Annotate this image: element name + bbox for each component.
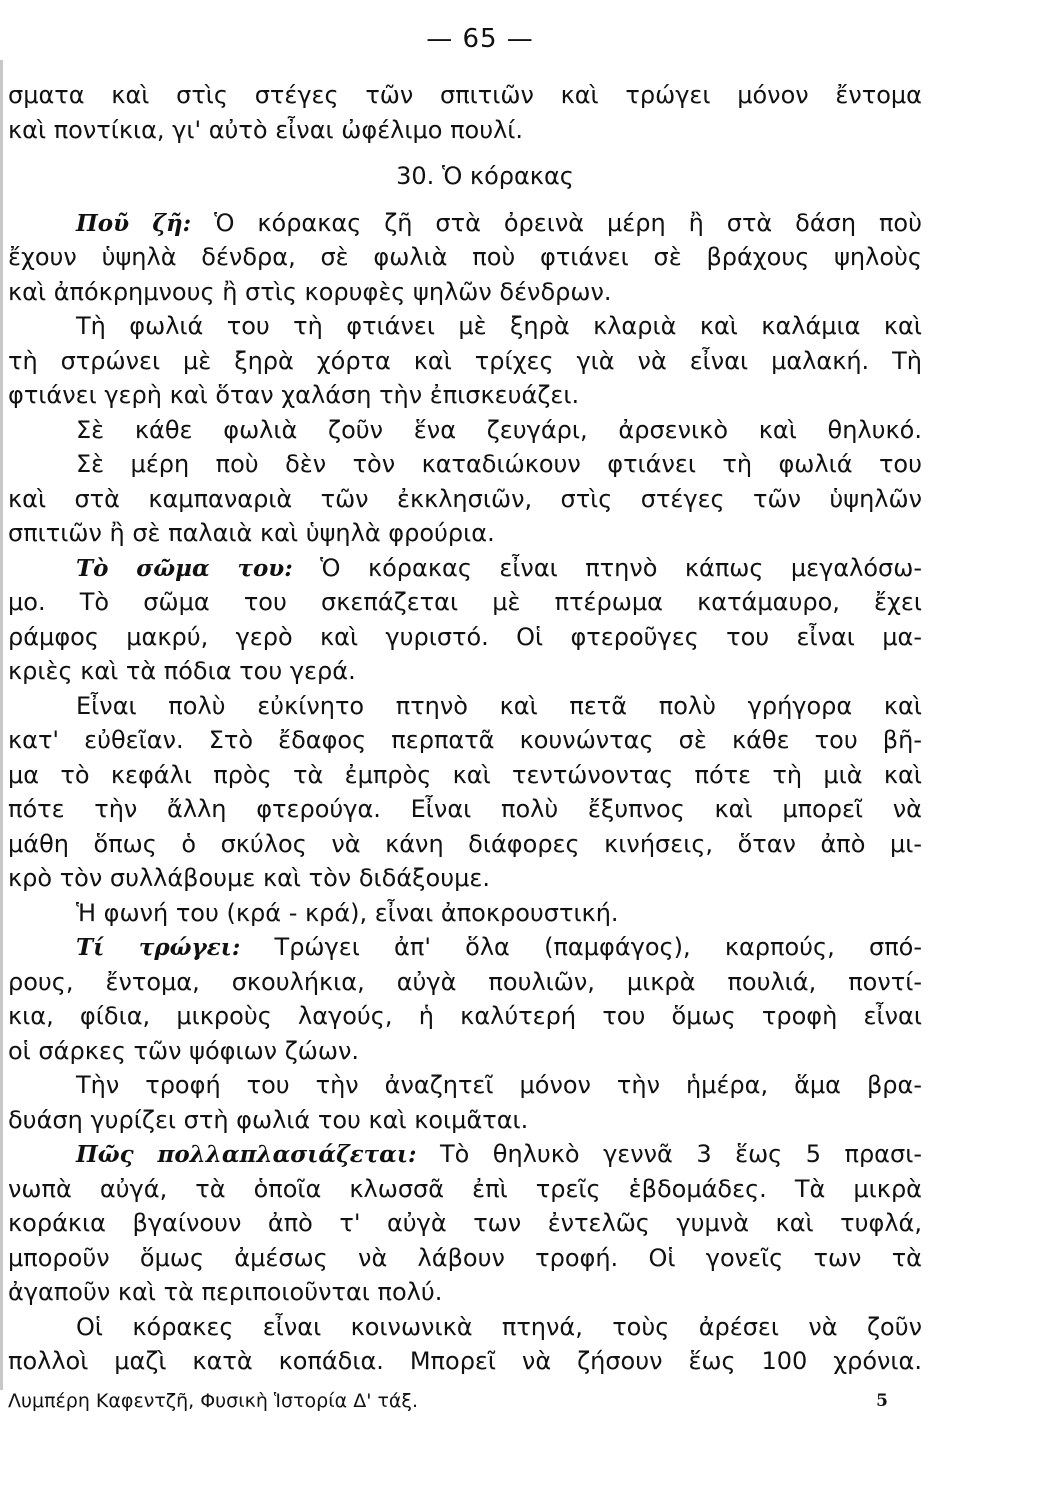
text-line	[8, 723, 922, 758]
line-text: Εἶναι πολὺ εὐκίνητο πτηνὸ καὶ πετᾶ πολὺ γρήγορα καὶ	[76, 691, 922, 720]
text-line	[8, 999, 922, 1034]
text-line	[8, 654, 922, 689]
line-text: Ἡ φωνή του (κρά - κρά), εἶναι ἀποκρουστική.	[76, 898, 619, 927]
line-text: σματα καὶ στὶς στέγες τῶν σπιτιῶν καὶ τρώγει μόνον ἔντομα	[8, 81, 922, 109]
line-text: Τρώγει ἀπ' ὅλα (παμφάγος), καρπούς, σπό-	[240, 933, 922, 961]
line-text: ἔχουν ὑψηλὰ δένδρα, σὲ φωλιὰ ποὺ φτιάνει σὲ βράχους ψηλοὺς	[8, 243, 922, 271]
line-text: καὶ στὰ καμπαναριὰ τῶν ἐκκλησιῶν, στὶς στέγες τῶν ὑψηλῶν	[8, 484, 922, 513]
text-line	[8, 1172, 922, 1207]
line-text: μποροῦν ὅμως ἀμέσως νὰ λάβουν τροφή. Οἱ γονεῖς των τὰ	[8, 1243, 922, 1272]
body-text	[8, 78, 922, 1379]
text-line	[8, 792, 922, 827]
line-text: κρὸ τὸν συλλάβουμε καὶ τὸν διδάξουμε.	[8, 864, 490, 892]
line-text: μο. Τὸ σῶμα του σκεπάζεται μὲ πτέρωμα κατάμαυρο, ἔχει	[8, 588, 922, 616]
line-text: Ὁ κόρακας ζῆ στὰ ὀρεινὰ μέρη ἢ στὰ δάση ποὺ	[191, 208, 922, 237]
line-text: Τὴν τροφή του τὴν ἀναζητεῖ μόνον τὴν ἡμέρα, ἅμα βρα-	[76, 1071, 922, 1099]
heading-spacer	[8, 147, 922, 159]
text-line	[8, 447, 922, 482]
line-text: οἱ σάρκες τῶν ψόφιων ζώων.	[8, 1036, 359, 1065]
text-line	[8, 113, 922, 148]
text-line	[8, 1206, 922, 1241]
text-line	[8, 551, 922, 586]
text-line	[8, 689, 922, 724]
line-text: φτιάνει γερὴ καὶ ὅταν χαλάση τὴν ἐπισκευάζει.	[8, 381, 580, 409]
line-text: κριὲς καὶ τὰ πόδια του γερά.	[8, 657, 356, 685]
line-text: πολλοὶ μαζὶ κατὰ κοπάδια. Μπορεῖ νὰ ζήσουν ἕως 100 χρόνια.	[8, 1347, 922, 1375]
line-text: κατ' εὐθεῖαν. Στὸ ἔδαφος περπατᾶ κουνώντας σὲ κάθε του βῆ-	[8, 726, 922, 754]
text-line	[8, 1241, 922, 1276]
text-line	[8, 78, 922, 113]
text-line	[8, 1137, 922, 1172]
text-line	[8, 861, 922, 896]
line-text: ράμφος μακρύ, γερὸ καὶ γυριστό. Οἱ φτεροῦγες του εἶναι μα-	[8, 622, 922, 651]
line-text: Τὴ φωλιά του τὴ φτιάνει μὲ ξηρὰ κλαριὰ καὶ καλάμια καὶ	[76, 312, 922, 340]
line-text: Σὲ κάθε φωλιὰ ζοῦν ἕνα ζευγάρι, ἀρσενικὸ καὶ θηλυκό.	[76, 415, 922, 444]
text-line	[8, 1310, 922, 1345]
heading-spacer	[8, 194, 922, 206]
sheet-signature: 5	[876, 1391, 888, 1411]
text-line	[8, 758, 922, 793]
page-edge-shadow	[0, 60, 3, 1390]
text-line	[8, 275, 922, 310]
text-line	[8, 930, 922, 965]
line-text: ἀγαποῦν καὶ τὰ περιποιοῦνται πολύ.	[8, 1278, 443, 1306]
text-line	[8, 206, 922, 241]
text-line	[8, 378, 922, 413]
line-text: καὶ ποντίκια, γι' αὐτὸ εἶναι ὠφέλιμο πουλί.	[8, 115, 524, 144]
text-line	[8, 827, 922, 862]
line-text: καὶ ἀπόκρημνους ἢ στὶς κορυφὲς ψηλῶν δένδρων.	[8, 277, 612, 306]
line-text: σπιτιῶν ἢ σὲ παλαιὰ καὶ ὑψηλὰ φρούρια.	[8, 519, 495, 547]
text-line	[8, 482, 922, 517]
line-text: πότε τὴν ἄλλη φτερούγα. Εἶναι πολὺ ἔξυπνος καὶ μπορεῖ νὰ	[8, 795, 922, 823]
text-line	[8, 240, 922, 275]
line-text: τὴ στρώνει μὲ ξηρὰ χόρτα καὶ τρίχες γιὰ νὰ εἶναι μαλακή. Τὴ	[8, 346, 922, 375]
line-text: μα τὸ κεφάλι πρὸς τὰ ἐμπρὸς καὶ τεντώνοντας πότε τὴ μιὰ καὶ	[8, 760, 922, 789]
text-line	[8, 1275, 922, 1310]
line-text: νωπὰ αὐγά, τὰ ὁποῖα κλωσσᾶ ἐπὶ τρεῖς ἑβδομάδες. Τὰ μικρὰ	[8, 1174, 922, 1203]
paragraph-lead: Ποῦ ζῆ:	[76, 209, 192, 237]
text-line	[8, 413, 922, 448]
line-text: 30. Ὁ κόρακας	[396, 162, 574, 190]
paragraph-lead: Τί τρώγει:	[76, 934, 241, 961]
paragraph-lead: Τὸ σῶμα του:	[76, 554, 293, 582]
footer-citation: Λυμπέρη Καφεντζῆ, Φυσικὴ Ἱστορία Δ' τάξ.	[8, 1390, 419, 1412]
paragraph-lead: Πῶς πολλαπλασιάζεται:	[76, 1141, 417, 1168]
text-line	[8, 1103, 922, 1138]
text-line	[8, 965, 922, 1000]
text-line	[8, 620, 922, 655]
line-text: ρους, ἔντομα, σκουλήκια, αὐγὰ πουλιῶν, μικρὰ πουλιά, ποντί-	[8, 967, 922, 996]
text-line	[8, 516, 922, 551]
text-line	[8, 1068, 922, 1103]
line-text: μάθη ὅπως ὁ σκύλος νὰ κάνη διάφορες κινήσεις, ὅταν ἀπὸ μι-	[8, 829, 922, 858]
line-text: κια, φίδια, μικροὺς λαγούς, ἡ καλύτερή του ὅμως τροφὴ εἶναι	[8, 1002, 922, 1030]
line-text: Οἱ κόρακες εἶναι κοινωνικὰ πτηνά, τοὺς ἀρέσει νὰ ζοῦν	[76, 1312, 922, 1341]
text-line	[8, 585, 922, 620]
text-line	[8, 344, 922, 379]
text-line	[8, 1034, 922, 1069]
text-line	[8, 896, 922, 931]
line-text: κοράκια βγαίνουν ἀπὸ τ' αὐγὰ των ἐντελῶς γυμνὰ καὶ τυφλά,	[8, 1209, 922, 1237]
line-text: Ὁ κόρακας εἶναι πτηνὸ κάπως μεγαλόσω-	[292, 553, 922, 582]
section-heading	[8, 159, 922, 194]
line-text: δυάση γυρίζει στὴ φωλιά του καὶ κοιμᾶται.	[8, 1105, 529, 1134]
line-text: Σὲ μέρη ποὺ δὲν τὸν καταδιώκουν φτιάνει τὴ φωλιά του	[76, 450, 922, 478]
page-footer	[8, 1386, 888, 1416]
text-line	[8, 1344, 922, 1379]
text-line	[8, 309, 922, 344]
line-text: Τὸ θηλυκὸ γεννᾶ 3 ἕως 5 πρασι-	[416, 1140, 922, 1168]
page-number: — 65 —	[426, 24, 534, 54]
